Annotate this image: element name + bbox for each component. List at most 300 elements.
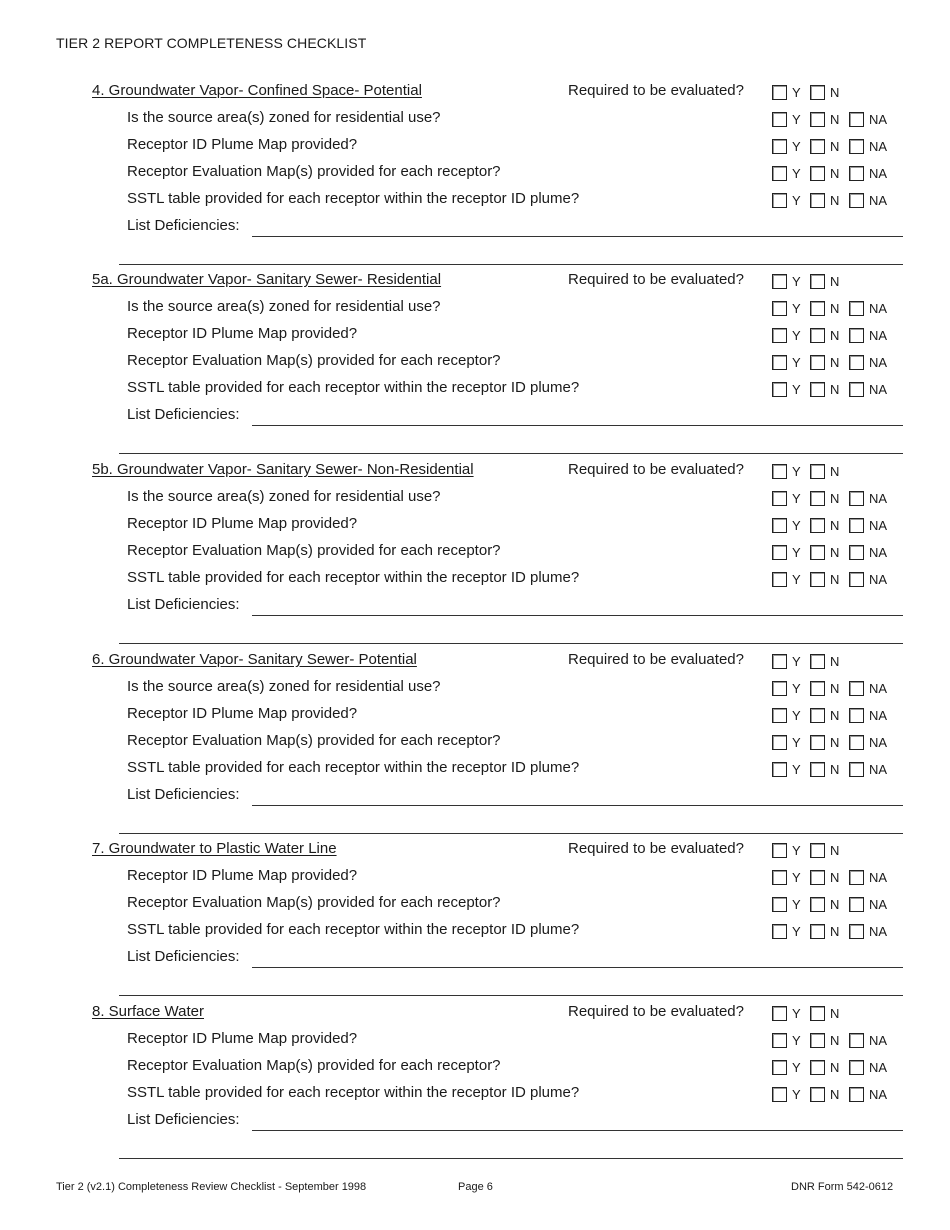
na-option[interactable]	[849, 1085, 887, 1103]
yes-label: Y	[792, 1032, 801, 1048]
no-option[interactable]	[810, 110, 839, 128]
na-checkbox[interactable]	[849, 301, 864, 316]
deficiencies-row	[0, 948, 950, 972]
section-header-row	[0, 82, 950, 106]
na-label: NA	[869, 111, 888, 127]
yes-label: Y	[792, 869, 801, 885]
na-option[interactable]	[849, 895, 887, 913]
yes-checkbox[interactable]	[772, 1033, 787, 1048]
no-option[interactable]	[810, 868, 839, 886]
no-label: N	[830, 734, 840, 750]
no-label: N	[830, 381, 840, 397]
no-label: N	[830, 869, 840, 885]
na-label: NA	[869, 761, 888, 777]
yes-option[interactable]	[772, 570, 801, 588]
section-header-row	[0, 1003, 950, 1027]
no-checkbox[interactable]	[810, 274, 825, 289]
no-option[interactable]	[810, 326, 839, 344]
na-option[interactable]	[849, 543, 887, 561]
yes-label: Y	[792, 896, 801, 912]
no-option[interactable]	[810, 706, 839, 724]
yes-checkbox[interactable]	[772, 654, 787, 669]
na-label: NA	[869, 1059, 888, 1075]
no-checkbox[interactable]	[810, 382, 825, 397]
deficiencies-continuation-line[interactable]	[119, 833, 903, 834]
footer-left: Tier 2 (v2.1) Completeness Review Checklist - September 1998	[56, 1181, 367, 1193]
yes-checkbox[interactable]	[772, 708, 787, 723]
yes-checkbox[interactable]	[772, 166, 787, 181]
no-checkbox[interactable]	[810, 85, 825, 100]
yes-checkbox[interactable]	[772, 1060, 787, 1075]
na-checkbox[interactable]	[849, 681, 864, 696]
yes-option[interactable]	[772, 841, 801, 859]
no-option[interactable]	[810, 679, 839, 697]
no-checkbox[interactable]	[810, 464, 825, 479]
no-checkbox[interactable]	[810, 1033, 825, 1048]
na-option[interactable]	[849, 868, 887, 886]
na-label: NA	[869, 381, 888, 397]
no-checkbox[interactable]	[810, 654, 825, 669]
no-checkbox[interactable]	[810, 491, 825, 506]
no-option[interactable]	[810, 733, 839, 751]
na-checkbox[interactable]	[849, 708, 864, 723]
no-option[interactable]	[810, 164, 839, 182]
yes-option[interactable]	[772, 895, 801, 913]
no-label: N	[830, 138, 840, 154]
question-text: SSTL table provided for each receptor within the receptor ID plume?	[127, 759, 580, 776]
na-checkbox[interactable]	[849, 355, 864, 370]
na-checkbox[interactable]	[849, 139, 864, 154]
na-label: NA	[869, 490, 888, 506]
yes-option[interactable]	[772, 272, 801, 290]
yes-option[interactable]	[772, 380, 801, 398]
deficiencies-continuation-line[interactable]	[119, 995, 903, 996]
yes-option[interactable]	[772, 353, 801, 371]
required-to-evaluate-label: Required to be evaluated?	[568, 461, 744, 478]
yes-option[interactable]	[772, 83, 801, 101]
yes-checkbox[interactable]	[772, 1087, 787, 1102]
no-checkbox[interactable]	[810, 545, 825, 560]
deficiencies-input-line[interactable]	[252, 425, 903, 426]
no-option[interactable]	[810, 1085, 839, 1103]
question-text: Receptor Evaluation Map(s) provided for each receptor?	[127, 894, 501, 911]
no-checkbox[interactable]	[810, 1060, 825, 1075]
no-checkbox[interactable]	[810, 1087, 825, 1102]
page-title: TIER 2 REPORT COMPLETENESS CHECKLIST	[56, 35, 367, 51]
section-title: 5a. Groundwater Vapor- Sanitary Sewer- Residential	[92, 271, 442, 288]
no-option[interactable]	[810, 1031, 839, 1049]
question-row	[0, 1030, 950, 1054]
yes-label: Y	[792, 923, 801, 939]
no-option[interactable]	[810, 191, 839, 209]
no-label: N	[830, 653, 840, 669]
yes-label: Y	[792, 463, 801, 479]
no-option[interactable]	[810, 1004, 839, 1022]
no-label: N	[830, 923, 840, 939]
na-option[interactable]	[849, 1031, 887, 1049]
deficiencies-input-line[interactable]	[252, 805, 903, 806]
na-option[interactable]	[849, 299, 887, 317]
na-label: NA	[869, 1032, 888, 1048]
yes-label: Y	[792, 192, 801, 208]
question-row	[0, 894, 950, 918]
question-row	[0, 678, 950, 702]
question-text: SSTL table provided for each receptor within the receptor ID plume?	[127, 190, 580, 207]
na-label: NA	[869, 896, 888, 912]
na-checkbox[interactable]	[849, 112, 864, 127]
na-label: NA	[869, 680, 888, 696]
na-checkbox[interactable]	[849, 166, 864, 181]
na-checkbox[interactable]	[849, 491, 864, 506]
no-checkbox[interactable]	[810, 735, 825, 750]
question-text: Is the source area(s) zoned for residential use?	[127, 678, 441, 695]
no-label: N	[830, 707, 840, 723]
no-checkbox[interactable]	[810, 301, 825, 316]
question-text: Receptor ID Plume Map provided?	[127, 705, 358, 722]
yes-label: Y	[792, 1086, 801, 1102]
yes-checkbox[interactable]	[772, 897, 787, 912]
no-label: N	[830, 544, 840, 560]
na-label: NA	[869, 869, 888, 885]
no-checkbox[interactable]	[810, 572, 825, 587]
deficiencies-continuation-line[interactable]	[119, 453, 903, 454]
no-label: N	[830, 1005, 840, 1021]
question-row	[0, 867, 950, 891]
question-row	[0, 109, 950, 133]
yes-label: Y	[792, 327, 801, 343]
no-option[interactable]	[810, 895, 839, 913]
na-label: NA	[869, 571, 888, 587]
na-label: NA	[869, 517, 888, 533]
yes-label: Y	[792, 111, 801, 127]
na-label: NA	[869, 923, 888, 939]
question-row	[0, 759, 950, 783]
question-row	[0, 1084, 950, 1108]
na-option[interactable]	[849, 922, 887, 940]
no-checkbox[interactable]	[810, 708, 825, 723]
yes-checkbox[interactable]	[772, 1006, 787, 1021]
na-label: NA	[869, 734, 888, 750]
section-header-row	[0, 271, 950, 295]
yes-option[interactable]	[772, 760, 801, 778]
question-text: SSTL table provided for each receptor within the receptor ID plume?	[127, 569, 580, 586]
yes-option[interactable]	[772, 489, 801, 507]
question-text: SSTL table provided for each receptor within the receptor ID plume?	[127, 921, 580, 938]
question-row	[0, 921, 950, 945]
na-option[interactable]	[849, 516, 887, 534]
na-label: NA	[869, 327, 888, 343]
yes-option[interactable]	[772, 137, 801, 155]
yes-checkbox[interactable]	[772, 193, 787, 208]
section-title: 5b. Groundwater Vapor- Sanitary Sewer- Non-Residential	[92, 461, 474, 478]
yes-option[interactable]	[772, 299, 801, 317]
no-option[interactable]	[810, 272, 839, 290]
deficiencies-input-line[interactable]	[252, 615, 903, 616]
question-row	[0, 352, 950, 376]
question-text: SSTL table provided for each receptor within the receptor ID plume?	[127, 1084, 580, 1101]
question-text: Receptor Evaluation Map(s) provided for each receptor?	[127, 163, 501, 180]
question-text: Receptor ID Plume Map provided?	[127, 325, 358, 342]
yes-checkbox[interactable]	[772, 274, 787, 289]
na-checkbox[interactable]	[849, 1060, 864, 1075]
deficiencies-input-line[interactable]	[252, 967, 903, 968]
yes-option[interactable]	[772, 1058, 801, 1076]
na-option[interactable]	[849, 164, 887, 182]
yes-label: Y	[792, 680, 801, 696]
yes-option[interactable]	[772, 1004, 801, 1022]
question-row	[0, 569, 950, 593]
no-label: N	[830, 1032, 840, 1048]
question-row	[0, 732, 950, 756]
na-checkbox[interactable]	[849, 870, 864, 885]
section-title: 6. Groundwater Vapor- Sanitary Sewer- Potential	[92, 651, 417, 668]
question-row	[0, 325, 950, 349]
question-text: Receptor Evaluation Map(s) provided for each receptor?	[127, 1057, 501, 1074]
na-checkbox[interactable]	[849, 572, 864, 587]
yes-checkbox[interactable]	[772, 843, 787, 858]
section-header-row	[0, 461, 950, 485]
question-text: Receptor Evaluation Map(s) provided for each receptor?	[127, 732, 501, 749]
na-label: NA	[869, 192, 888, 208]
required-to-evaluate-label: Required to be evaluated?	[568, 840, 744, 857]
no-option[interactable]	[810, 380, 839, 398]
yes-option[interactable]	[772, 733, 801, 751]
na-label: NA	[869, 1086, 888, 1102]
no-label: N	[830, 463, 840, 479]
yes-label: Y	[792, 84, 801, 100]
question-text: Is the source area(s) zoned for residential use?	[127, 109, 441, 126]
deficiencies-row	[0, 217, 950, 241]
no-label: N	[830, 84, 840, 100]
yes-checkbox[interactable]	[772, 924, 787, 939]
no-option[interactable]	[810, 137, 839, 155]
na-option[interactable]	[849, 570, 887, 588]
question-row	[0, 136, 950, 160]
no-option[interactable]	[810, 462, 839, 480]
deficiencies-continuation-line[interactable]	[119, 264, 903, 265]
no-label: N	[830, 896, 840, 912]
na-checkbox[interactable]	[849, 545, 864, 560]
question-row	[0, 190, 950, 214]
no-option[interactable]	[810, 543, 839, 561]
no-checkbox[interactable]	[810, 843, 825, 858]
yes-option[interactable]	[772, 679, 801, 697]
na-option[interactable]	[849, 137, 887, 155]
question-row	[0, 542, 950, 566]
na-option[interactable]	[849, 489, 887, 507]
yes-checkbox[interactable]	[772, 870, 787, 885]
no-option[interactable]	[810, 299, 839, 317]
required-to-evaluate-label: Required to be evaluated?	[568, 651, 744, 668]
na-option[interactable]	[849, 326, 887, 344]
deficiencies-row	[0, 786, 950, 810]
question-text: Receptor ID Plume Map provided?	[127, 136, 358, 153]
no-label: N	[830, 680, 840, 696]
no-option[interactable]	[810, 353, 839, 371]
na-label: NA	[869, 544, 888, 560]
yes-label: Y	[792, 273, 801, 289]
deficiencies-label: List Deficiencies:	[127, 786, 240, 803]
no-checkbox[interactable]	[810, 139, 825, 154]
no-option[interactable]	[810, 570, 839, 588]
yes-option[interactable]	[772, 516, 801, 534]
question-row	[0, 515, 950, 539]
na-option[interactable]	[849, 760, 887, 778]
yes-label: Y	[792, 1059, 801, 1075]
no-checkbox[interactable]	[810, 762, 825, 777]
yes-checkbox[interactable]	[772, 464, 787, 479]
yes-option[interactable]	[772, 110, 801, 128]
no-checkbox[interactable]	[810, 681, 825, 696]
no-label: N	[830, 300, 840, 316]
yes-label: Y	[792, 653, 801, 669]
yes-option[interactable]	[772, 326, 801, 344]
yes-checkbox[interactable]	[772, 735, 787, 750]
no-checkbox[interactable]	[810, 193, 825, 208]
no-label: N	[830, 273, 840, 289]
deficiencies-input-line[interactable]	[252, 1130, 903, 1131]
yes-label: Y	[792, 490, 801, 506]
yes-label: Y	[792, 300, 801, 316]
yes-checkbox[interactable]	[772, 139, 787, 154]
no-option[interactable]	[810, 1058, 839, 1076]
yes-option[interactable]	[772, 868, 801, 886]
na-option[interactable]	[849, 191, 887, 209]
yes-option[interactable]	[772, 191, 801, 209]
yes-option[interactable]	[772, 1085, 801, 1103]
no-checkbox[interactable]	[810, 355, 825, 370]
deficiencies-continuation-line[interactable]	[119, 643, 903, 644]
no-option[interactable]	[810, 83, 839, 101]
na-option[interactable]	[849, 1058, 887, 1076]
yes-checkbox[interactable]	[772, 85, 787, 100]
yes-label: Y	[792, 354, 801, 370]
no-option[interactable]	[810, 516, 839, 534]
na-checkbox[interactable]	[849, 762, 864, 777]
na-option[interactable]	[849, 733, 887, 751]
no-checkbox[interactable]	[810, 112, 825, 127]
yes-checkbox[interactable]	[772, 518, 787, 533]
na-label: NA	[869, 165, 888, 181]
no-checkbox[interactable]	[810, 1006, 825, 1021]
no-checkbox[interactable]	[810, 870, 825, 885]
yes-label: Y	[792, 381, 801, 397]
yes-option[interactable]	[772, 164, 801, 182]
na-checkbox[interactable]	[849, 518, 864, 533]
no-option[interactable]	[810, 760, 839, 778]
na-option[interactable]	[849, 380, 887, 398]
deficiencies-input-line[interactable]	[252, 236, 903, 237]
yes-label: Y	[792, 517, 801, 533]
no-checkbox[interactable]	[810, 166, 825, 181]
question-text: Receptor Evaluation Map(s) provided for each receptor?	[127, 542, 501, 559]
yes-option[interactable]	[772, 706, 801, 724]
no-checkbox[interactable]	[810, 328, 825, 343]
deficiencies-label: List Deficiencies:	[127, 217, 240, 234]
yes-label: Y	[792, 734, 801, 750]
deficiencies-label: List Deficiencies:	[127, 406, 240, 423]
na-checkbox[interactable]	[849, 735, 864, 750]
yes-checkbox[interactable]	[772, 762, 787, 777]
no-label: N	[830, 1086, 840, 1102]
no-label: N	[830, 842, 840, 858]
na-checkbox[interactable]	[849, 924, 864, 939]
na-option[interactable]	[849, 110, 887, 128]
na-checkbox[interactable]	[849, 193, 864, 208]
na-checkbox[interactable]	[849, 328, 864, 343]
deficiencies-label: List Deficiencies:	[127, 948, 240, 965]
footer-form-number: DNR Form 542-0612	[791, 1181, 894, 1193]
yes-checkbox[interactable]	[772, 491, 787, 506]
footer-page-number: Page 6	[458, 1181, 493, 1193]
yes-checkbox[interactable]	[772, 545, 787, 560]
no-label: N	[830, 192, 840, 208]
no-label: N	[830, 490, 840, 506]
na-option[interactable]	[849, 353, 887, 371]
na-label: NA	[869, 138, 888, 154]
no-label: N	[830, 327, 840, 343]
section-header-row	[0, 840, 950, 864]
question-text: Is the source area(s) zoned for residential use?	[127, 488, 441, 505]
yes-checkbox[interactable]	[772, 328, 787, 343]
yes-label: Y	[792, 707, 801, 723]
na-option[interactable]	[849, 679, 887, 697]
yes-option[interactable]	[772, 922, 801, 940]
na-option[interactable]	[849, 706, 887, 724]
yes-checkbox[interactable]	[772, 382, 787, 397]
no-label: N	[830, 517, 840, 533]
yes-checkbox[interactable]	[772, 112, 787, 127]
question-row	[0, 1057, 950, 1081]
question-text: Receptor ID Plume Map provided?	[127, 1030, 358, 1047]
no-label: N	[830, 165, 840, 181]
yes-option[interactable]	[772, 652, 801, 670]
no-checkbox[interactable]	[810, 897, 825, 912]
yes-checkbox[interactable]	[772, 681, 787, 696]
yes-option[interactable]	[772, 462, 801, 480]
no-option[interactable]	[810, 922, 839, 940]
no-option[interactable]	[810, 489, 839, 507]
no-label: N	[830, 761, 840, 777]
no-label: N	[830, 354, 840, 370]
deficiencies-row	[0, 596, 950, 620]
yes-label: Y	[792, 761, 801, 777]
question-row	[0, 379, 950, 403]
section-header-row	[0, 651, 950, 675]
yes-option[interactable]	[772, 543, 801, 561]
na-label: NA	[869, 354, 888, 370]
no-checkbox[interactable]	[810, 924, 825, 939]
yes-checkbox[interactable]	[772, 301, 787, 316]
yes-checkbox[interactable]	[772, 355, 787, 370]
question-row	[0, 705, 950, 729]
required-to-evaluate-label: Required to be evaluated?	[568, 271, 744, 288]
deficiencies-continuation-line[interactable]	[119, 1158, 903, 1159]
question-row	[0, 488, 950, 512]
na-checkbox[interactable]	[849, 1033, 864, 1048]
na-checkbox[interactable]	[849, 897, 864, 912]
yes-option[interactable]	[772, 1031, 801, 1049]
question-text: Is the source area(s) zoned for residential use?	[127, 298, 441, 315]
question-text: SSTL table provided for each receptor within the receptor ID plume?	[127, 379, 580, 396]
section-title: 7. Groundwater to Plastic Water Line	[92, 840, 337, 857]
na-checkbox[interactable]	[849, 382, 864, 397]
no-checkbox[interactable]	[810, 518, 825, 533]
no-option[interactable]	[810, 841, 839, 859]
no-option[interactable]	[810, 652, 839, 670]
na-checkbox[interactable]	[849, 1087, 864, 1102]
yes-checkbox[interactable]	[772, 572, 787, 587]
